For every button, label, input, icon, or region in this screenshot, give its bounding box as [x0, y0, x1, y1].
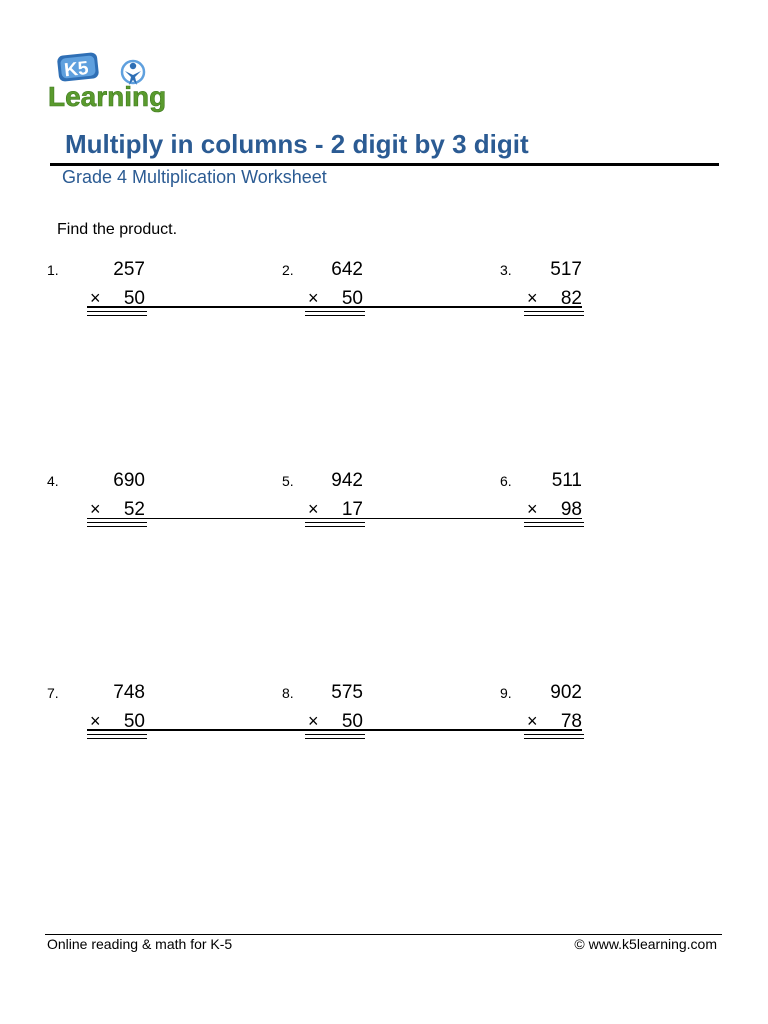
answer-line	[524, 526, 584, 527]
footer-website: © www.k5learning.com	[574, 936, 717, 952]
times-sign: ×	[308, 711, 319, 731]
problem-5	[265, 470, 415, 530]
answer-line	[524, 734, 584, 735]
problem-8	[265, 682, 415, 742]
times-sign: ×	[308, 288, 319, 308]
problem-1	[47, 259, 197, 319]
times-sign: ×	[90, 711, 101, 731]
multiplier: 17	[341, 499, 363, 520]
svg-text:K5: K5	[63, 57, 90, 82]
multiplicand: 902	[550, 682, 582, 703]
problem-4	[47, 470, 197, 530]
problem-number: 1.	[47, 262, 59, 278]
answer-line	[305, 526, 365, 527]
answer-line	[87, 734, 147, 735]
problem-9	[484, 682, 634, 742]
multiplier: 50	[341, 288, 363, 309]
answer-line	[87, 738, 147, 739]
problem-7	[47, 682, 197, 742]
multiplier: 82	[560, 288, 582, 309]
problem-number: 3.	[500, 262, 512, 278]
problem-number: 6.	[500, 473, 512, 489]
multiplicand: 257	[113, 259, 145, 280]
problem-3	[484, 259, 634, 319]
problem-2	[265, 259, 415, 319]
answer-line	[305, 311, 365, 312]
worksheet-title: Multiply in columns - 2 digit by 3 digit	[65, 129, 529, 159]
problem-number: 9.	[500, 685, 512, 701]
worksheet-subtitle: Grade 4 Multiplication Worksheet	[62, 167, 327, 187]
instruction-text: Find the product.	[57, 221, 178, 238]
multiplicand: 942	[331, 470, 363, 491]
problem-number: 8.	[282, 685, 294, 701]
problem-6	[484, 470, 634, 530]
multiplier: 98	[560, 499, 582, 520]
multiplier: 52	[123, 499, 145, 520]
answer-line	[305, 738, 365, 739]
multiplicand: 511	[551, 470, 582, 491]
answer-line	[87, 526, 147, 527]
multiplicand: 517	[550, 259, 582, 280]
problem-number: 2.	[282, 262, 294, 278]
footer-rule	[45, 934, 722, 935]
multiplier: 50	[123, 288, 145, 309]
multiplier: 50	[341, 711, 363, 732]
problem-number: 4.	[47, 473, 59, 489]
answer-line	[524, 738, 584, 739]
answer-line	[524, 311, 584, 312]
problem-number: 5.	[282, 473, 294, 489]
answer-line	[524, 522, 584, 523]
answer-line	[87, 522, 147, 523]
multiplicand: 642	[331, 259, 363, 280]
multiplier: 78	[560, 711, 582, 732]
answer-line	[305, 522, 365, 523]
answer-line	[87, 315, 147, 316]
answer-line	[305, 315, 365, 316]
answer-line	[305, 734, 365, 735]
multiplier: 50	[123, 711, 145, 732]
svg-text:Learning: Learning	[48, 81, 167, 112]
multiplicand: 748	[113, 682, 145, 703]
footer-tagline: Online reading & math for K-5	[47, 936, 233, 952]
title-underline	[50, 163, 719, 166]
answer-line	[87, 311, 147, 312]
multiplicand: 575	[331, 682, 363, 703]
times-sign: ×	[527, 499, 538, 519]
answer-line	[524, 315, 584, 316]
k5-learning-logo	[48, 52, 188, 114]
times-sign: ×	[90, 288, 101, 308]
times-sign: ×	[308, 499, 319, 519]
times-sign: ×	[527, 288, 538, 308]
times-sign: ×	[90, 499, 101, 519]
multiplicand: 690	[113, 470, 145, 491]
problem-number: 7.	[47, 685, 59, 701]
times-sign: ×	[527, 711, 538, 731]
